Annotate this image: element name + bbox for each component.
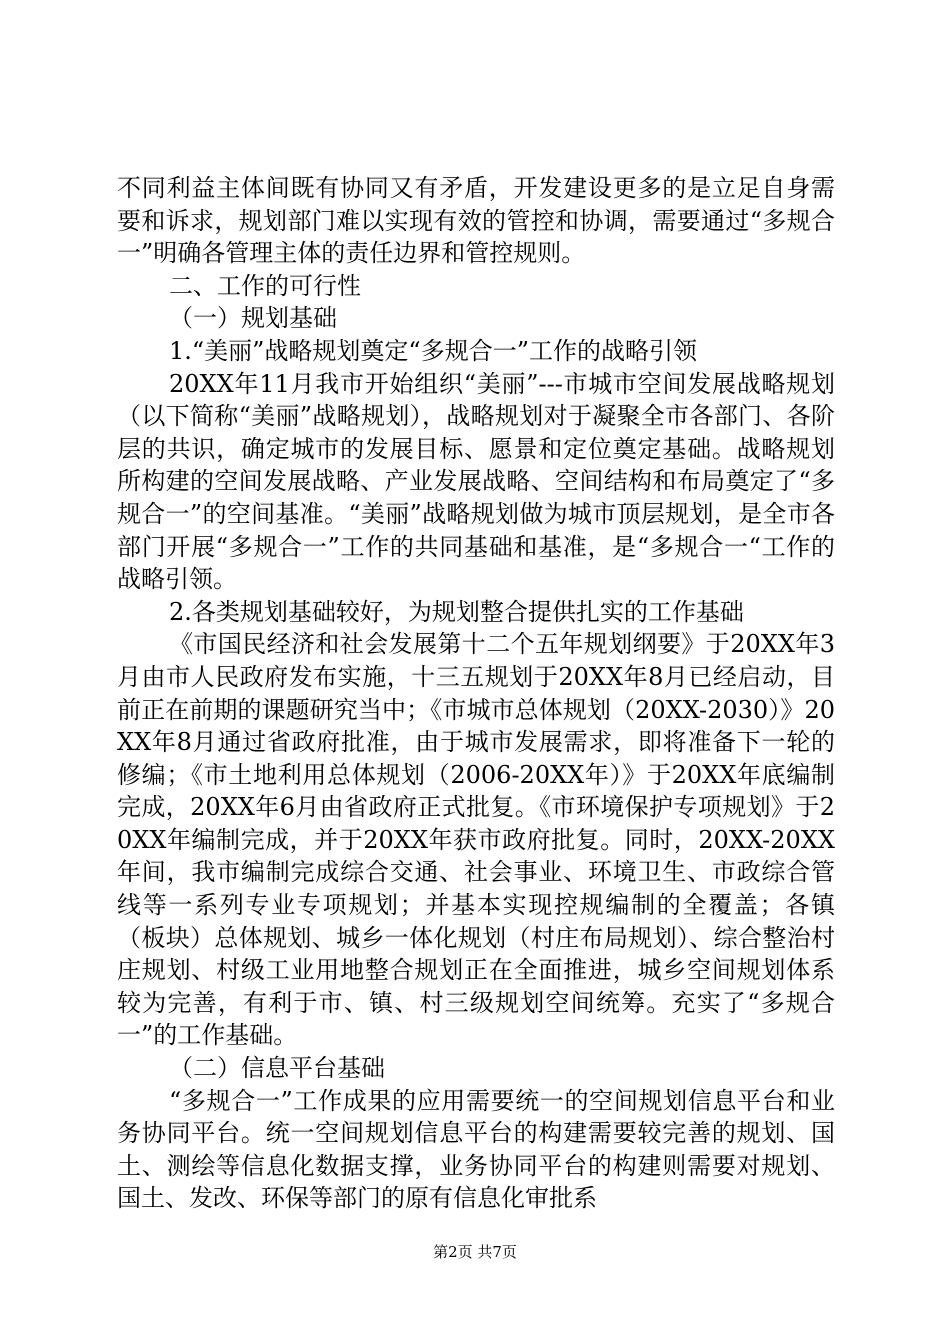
item-heading-strategic-plan: 1.“美丽”战略规划奠定“多规合一”工作的战略引领 <box>169 336 697 365</box>
paragraph-info-platform: “多规合一”工作成果的应用需要统一的空间规划信息平台和业务协同平台。统一空间规划信息平台的构建需要较完善的规划、国土、测绘等信息化数据支撑，业务协同平台的构建则需要对规划、国土、发改、环保等部门的原有信息化审批系 <box>117 1086 835 1213</box>
paragraph-planning-foundation: 《市国民经济和社会发展第十二个五年规划纲要》于20XX年3月由市人民政府发布实施，十三五规划于20XX年8月已经启动，目前正在前期的课题研究当中；《市城市总体规划（20XX-2030）》20XX年8月通过省政府批准，由于城市发展需求，即将准备下一轮的修编；《市土地利用总体规划（2006-20XX年）》于20XX年底编制完成，20XX年6月由省政府正式批复。《市环境保护专项规划》于20XX年编制完成，并于20XX年获市政府批复。同时，20XX-20XX年间，我市编制完成综合交通、社会事业、环境卫生、市政综合管线等一系列专业专项规划；并基本实现控规编制的全覆盖；各镇（板块）总体规划、城乡一体化规划（村庄布局规划）、综合整治村庄规划、村级工业用地整合规划正在全面推进，城乡空间规划体系较为完善，有利于市、镇、村三级规划空间统筹。充实了“多规合一”的工作基础。 <box>117 630 835 1050</box>
page-number: 第2页 共7页 <box>433 1243 517 1261</box>
item-heading-planning-foundation: 2.各类规划基础较好，为规划整合提供扎实的工作基础 <box>169 597 744 626</box>
page-footer <box>0 1242 950 1262</box>
paragraph-strategic-plan: 20XX年11月我市开始组织“美丽”---市城市空间发展战略规划（以下简称“美丽”战略规划），战略规划对于凝聚全市各部门、各阶层的共识，确定城市的发展目标、愿景和定位奠定基础。战略规划所构建的空间发展战略、产业发展战略、空间结构和布局奠定了“多规合一”的空间基准。“美丽”战略规划做为城市顶层规划，是全市各部门开展“多规合一”工作的共同基础和基准，是“多规合一“工作的战略引领。 <box>117 369 835 594</box>
document-body <box>117 172 835 1215</box>
subsection-heading-planning-basis: （一）规划基础 <box>169 304 337 333</box>
section-heading-feasibility: 二、工作的可行性 <box>169 271 361 300</box>
subsection-heading-info-platform: （二）信息平台基础 <box>169 1054 385 1083</box>
paragraph-1: 不同利益主体间既有协同又有矛盾，开发建设更多的是立足自身需要和诉求，规划部门难以实现有效的管控和协调，需要通过“多规合一”明确各管理主体的责任边界和管控规则。 <box>117 174 835 268</box>
